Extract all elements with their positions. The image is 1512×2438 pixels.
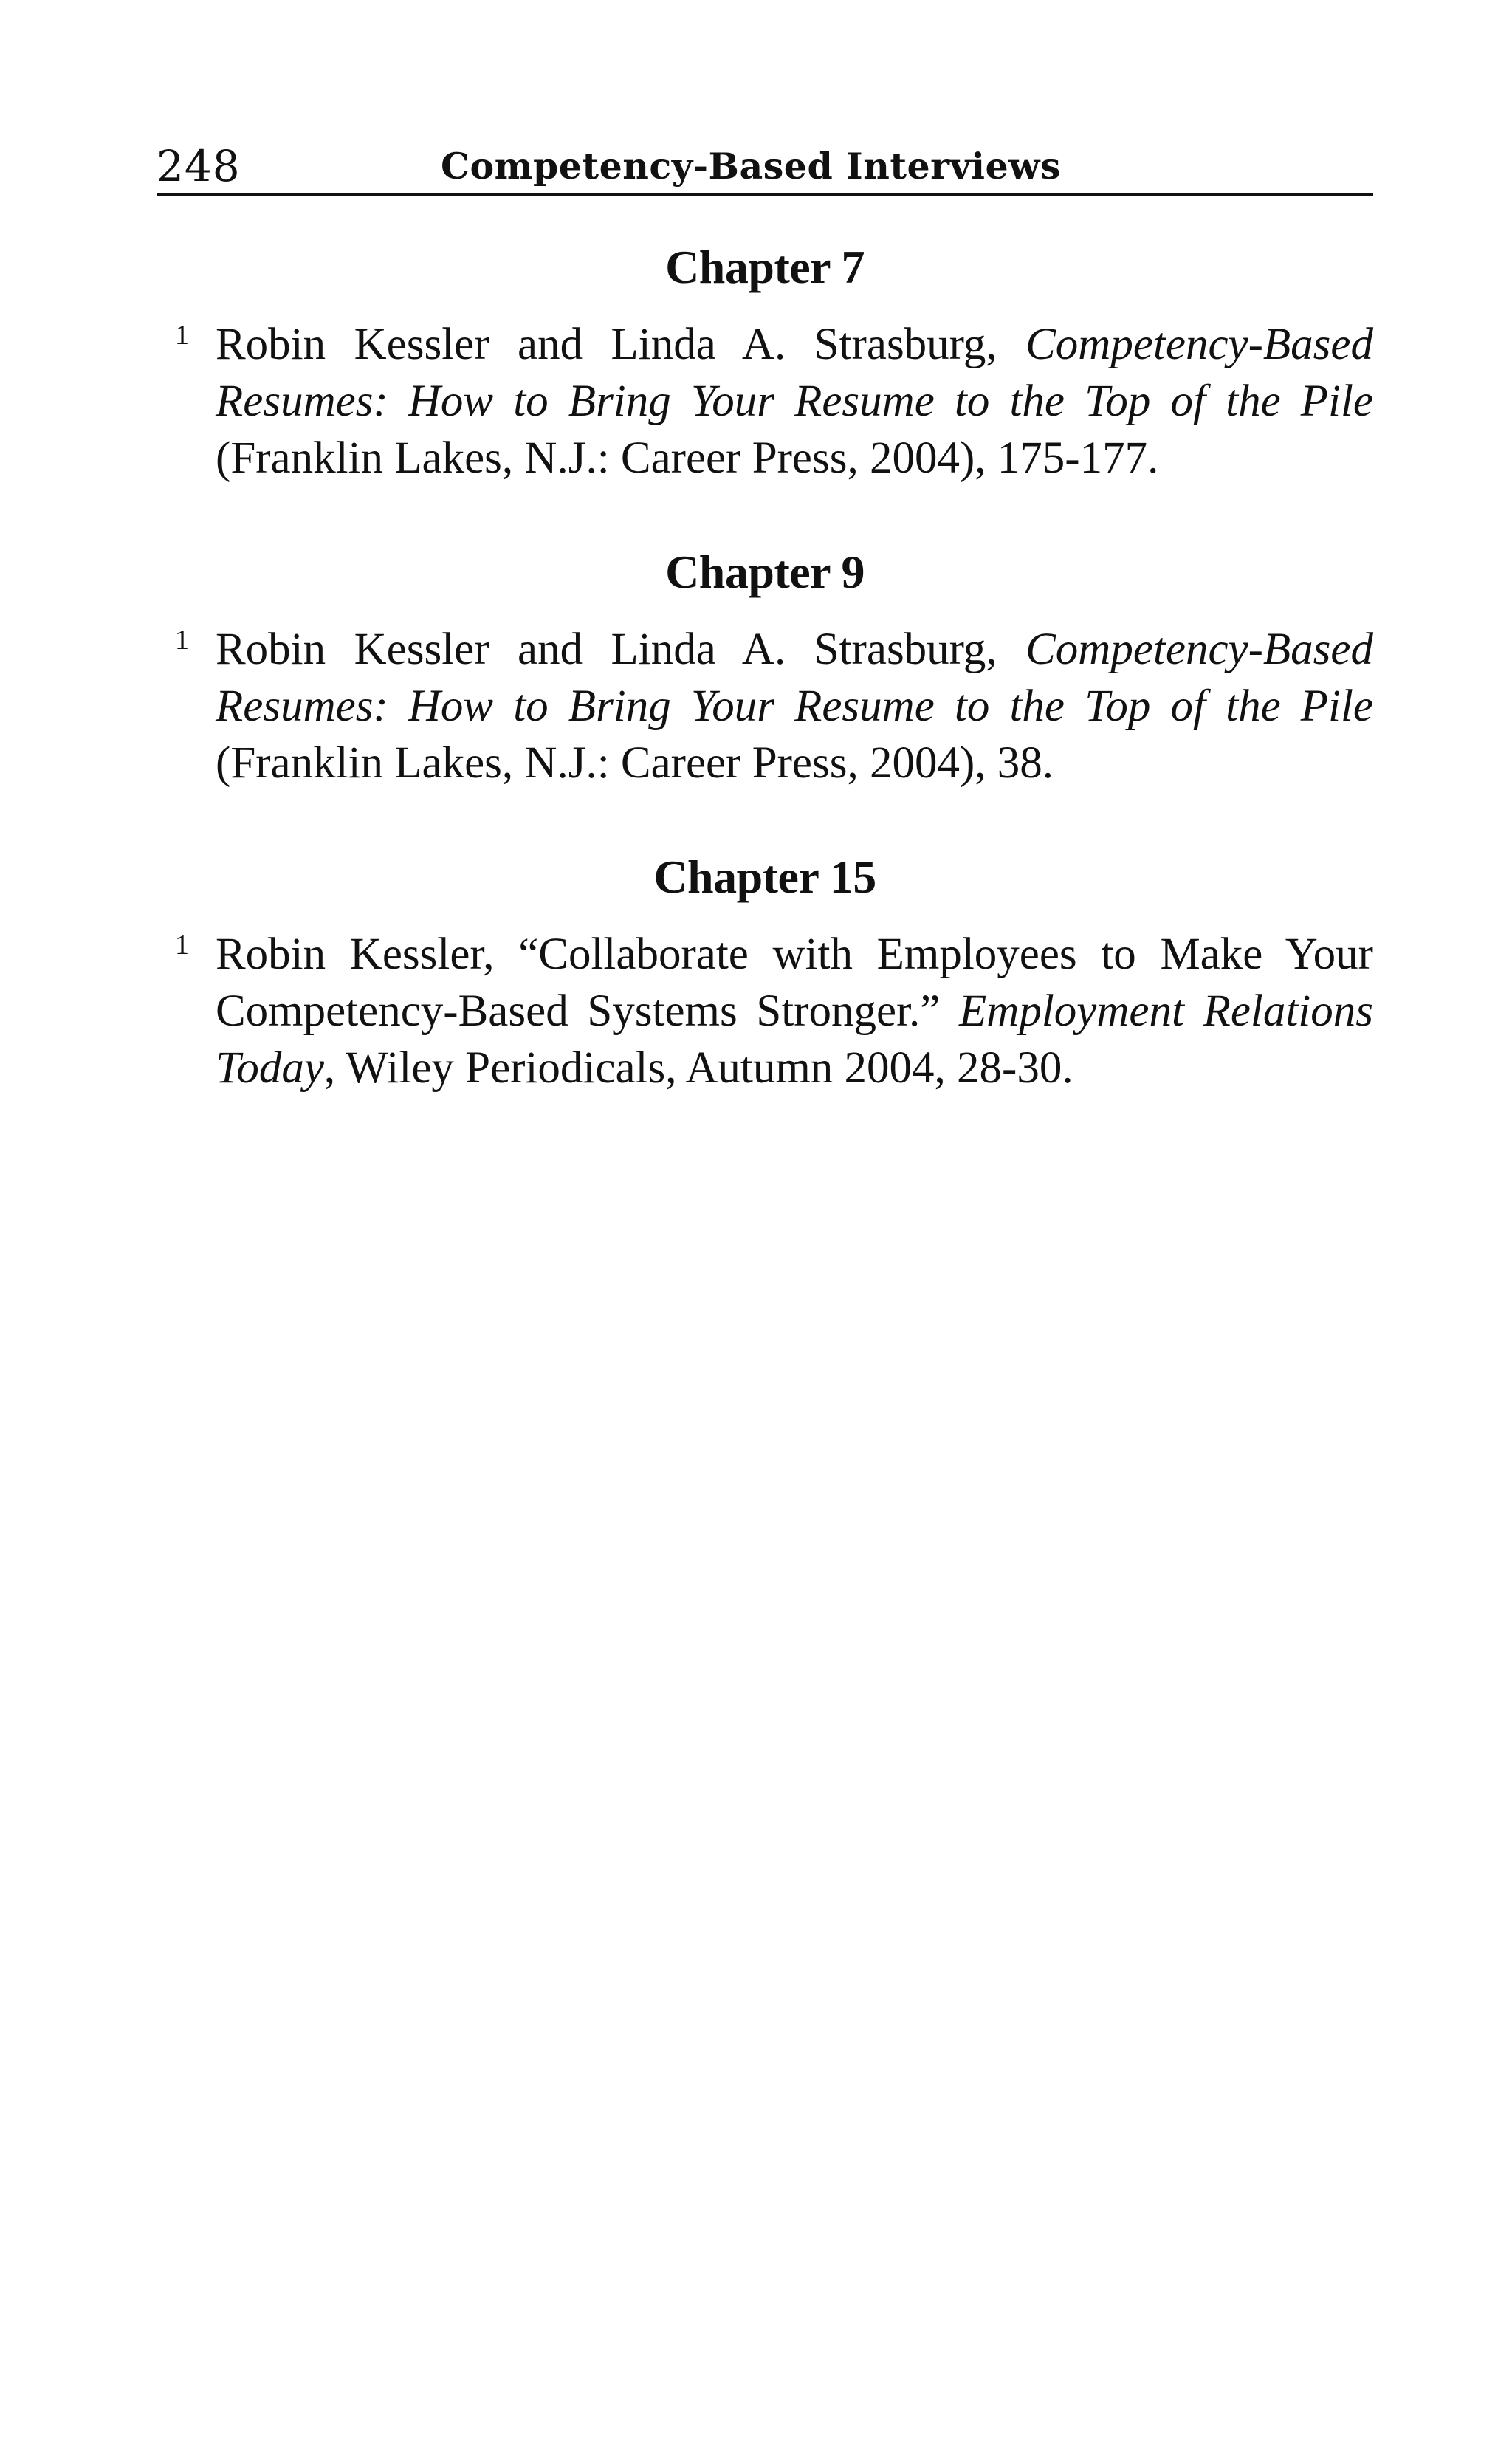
note-publication: (Franklin Lakes, N.J.: Career Press, 2004), 38. [216,738,1054,788]
running-title: Competency-Based Interviews [441,145,1061,188]
note-marker: 1 [175,320,189,351]
note-publication: (Franklin Lakes, N.J.: Career Press, 2004), 175-177. [216,433,1159,483]
chapter-heading: Chapter 9 [665,546,865,598]
note-work-title: Employment Relations Today [216,986,1373,1093]
page-number: 248 [157,141,241,191]
chapter-heading: Chapter 15 [653,851,876,903]
chapter-9-notes [157,543,1373,792]
note-marker: 1 [175,625,189,656]
chapter-heading: Chapter 7 [665,241,865,293]
note-authors: Robin Kessler and Linda A. Strasburg, [216,625,1026,674]
note-authors: Robin Kessler, “Collaborate with Employees to Make Your Competency-Based Systems Stronger.” [216,930,1373,1036]
chapter-15-notes [157,848,1373,1096]
note-work-title: Competency-Based Resumes: How to Bring Your Resume to the Top of the Pile [216,320,1373,426]
note-work-title: Competency-Based Resumes: How to Bring Your Resume to the Top of the Pile [216,625,1373,731]
note-publication: , Wiley Periodicals, Autumn 2004, 28-30. [323,1043,1073,1093]
note-authors: Robin Kessler and Linda A. Strasburg, [216,320,1026,369]
running-header [157,140,1373,196]
endnote [157,926,1373,1096]
chapter-7-notes [157,238,1373,487]
endnote [157,316,1373,487]
endnote [157,621,1373,792]
book-page [157,0,1373,2438]
note-marker: 1 [175,930,189,961]
